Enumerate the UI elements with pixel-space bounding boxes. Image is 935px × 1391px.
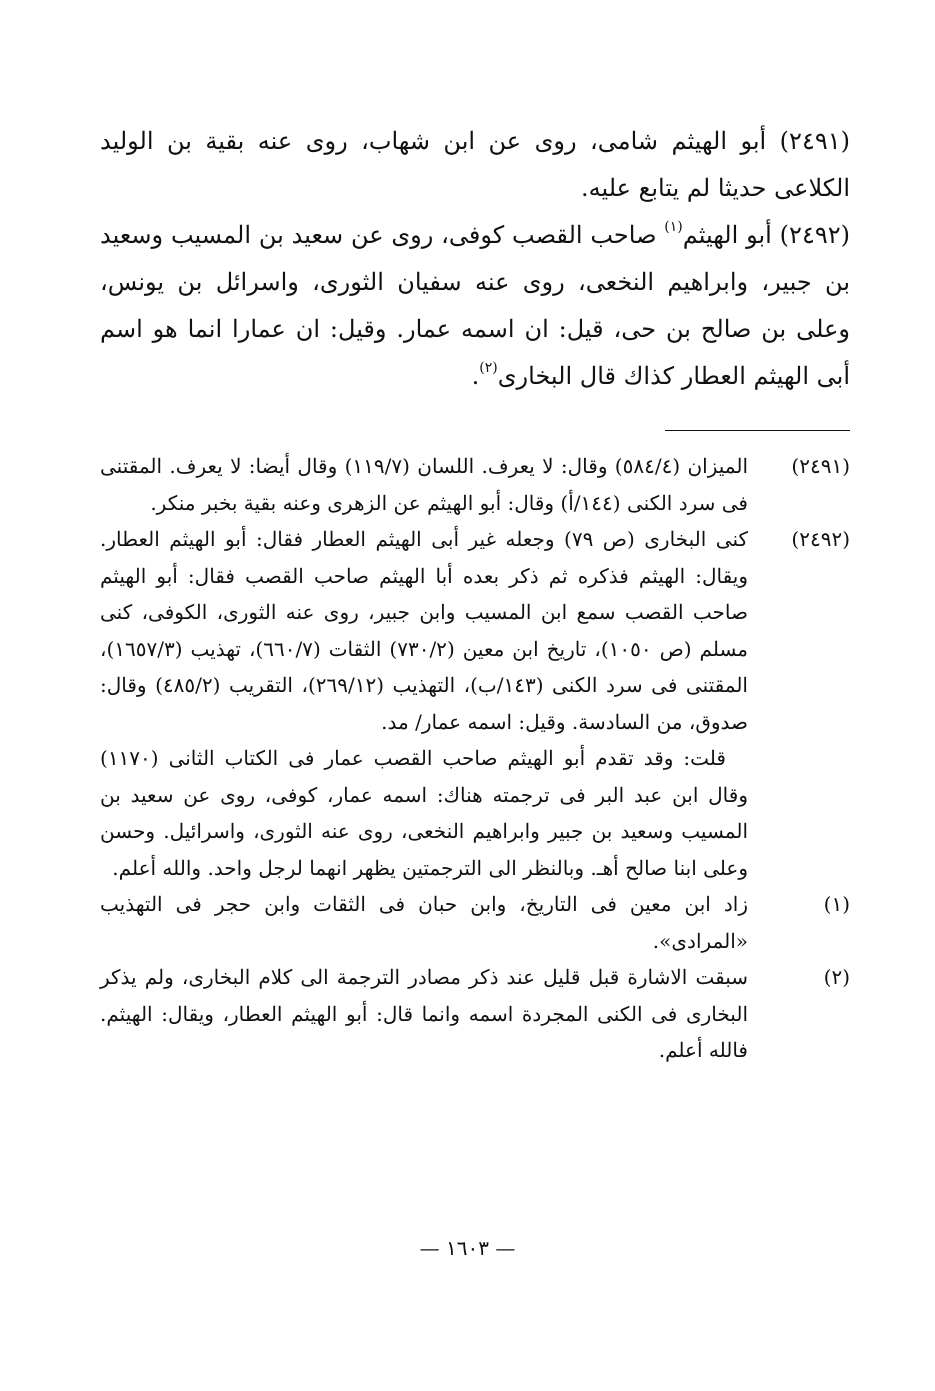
page-number: — ١٦٠٣ — <box>419 1236 516 1260</box>
footnote-paragraph: كنى البخارى (ص ٧٩) وجعله غير أبى الهيثم العطار فقال: أبو الهيثم العطار. ويقال: الهيثم فذكره ثم ذكر بعده أبا الهيثم صاحب القصب فقال: أبو الهيثم صاحب القصب سمع ابن المسيب وابن جبير، روى عنه الثورى، الكوفى، كنى مسلم (ص ١٠٥٠)، تاريخ ابن معين (٧٣٠/٢) الثقات (٦٦٠/٧)، تهذيب (١٦٥٧/٣)، المقتنى فى سرد الكنى (١٤٣/ب)، التهذيب (٢٦٩/١٢)، التقريب (٤٨٥/٢) وقال: صدوق، من السادسة. وقيل: اسمه عمار/ مد. <box>100 527 749 734</box>
footnote-body <box>100 886 748 959</box>
footnote-paragraph: زاد ابن معين فى التاريخ، وابن حبان فى الثقات وابن حجر فى التهذيب «المرادى». <box>100 892 748 953</box>
footnote-marker: (١) <box>664 219 683 235</box>
footnotes <box>100 448 850 1069</box>
main-text <box>100 118 850 400</box>
footnote-2492 <box>100 521 850 886</box>
entry-text: صاحب القصب كوفى، روى عن سعيد بن المسيب وسعيد بن جبير، وابراهيم النخعى، روى عنه سفيان الثورى، واسرائل بن يونس، وعلى بن صالح بن حى، قيل: ان اسمه عمار. وقيل: ان عمارا انما هو اسم أبى الهيثم العطار كذاك قال البخارى <box>100 221 851 390</box>
footnote-body <box>100 448 748 521</box>
footnote-body <box>100 959 748 1069</box>
entry-text: أبو الهيثم شامى، روى عن ابن شهاب، روى عنه بقية بن الوليد الكلاعى حديثا لم يتابع عليه. <box>100 127 850 202</box>
footnote-1 <box>100 886 850 959</box>
entry-2491 <box>100 118 850 212</box>
entry-2492 <box>100 212 850 400</box>
footnote-number: (٢) <box>823 965 850 989</box>
entry-number: (٢٤٩٢) <box>779 221 850 249</box>
footnote-paragraph: الميزان (٥٨٤/٤) وقال: لا يعرف. اللسان (١١٩/٧) وقال أيضا: لا يعرف. المقتنى فى سرد الكنى (١٤٤/أ) وقال: أبو الهيثم عن الزهرى وعنه بقية بخبر منكر. <box>100 454 749 515</box>
footnote-number: (٢٤٩٢) <box>791 527 850 551</box>
footnote-paragraph: قلت: وقد تقدم أبو الهيثم صاحب القصب عمار فى الكتاب الثانى (١١٧٠) وقال ابن عبد البر فى ترجمته هناك: اسمه عمار، كوفى، روى عن سعيد بن المسيب وسعيد بن جبير وابراهيم النخعى، روى عنه الثورى، واسرائيل. وحسن وعلى ابنا صالح أهـ. وبالنظر الى الترجمتين يظهر انهما لرجل واحد. والله أعلم. <box>100 746 748 880</box>
footnote-marker: (٢) <box>479 360 498 376</box>
footnote-2 <box>100 959 850 1069</box>
footnote-number: (١) <box>823 892 850 916</box>
footnote-separator <box>665 430 850 431</box>
entry-name: أبو الهيثم <box>682 221 772 249</box>
entry-number: (٢٤٩١) <box>779 127 850 155</box>
footnote-paragraph: سبقت الاشارة قبل قليل عند ذكر مصادر الترجمة الى كلام البخارى، ولم يذكر البخارى فى الكنى المجردة اسمه وانما قال: أبو الهيثم العطار، ويقال: الهيثم. فالله أعلم. <box>100 965 748 1062</box>
entry-text-end: . <box>471 362 480 390</box>
footnote-2491 <box>100 448 850 521</box>
footnote-body <box>100 521 748 886</box>
footnote-number: (٢٤٩١) <box>791 454 850 478</box>
